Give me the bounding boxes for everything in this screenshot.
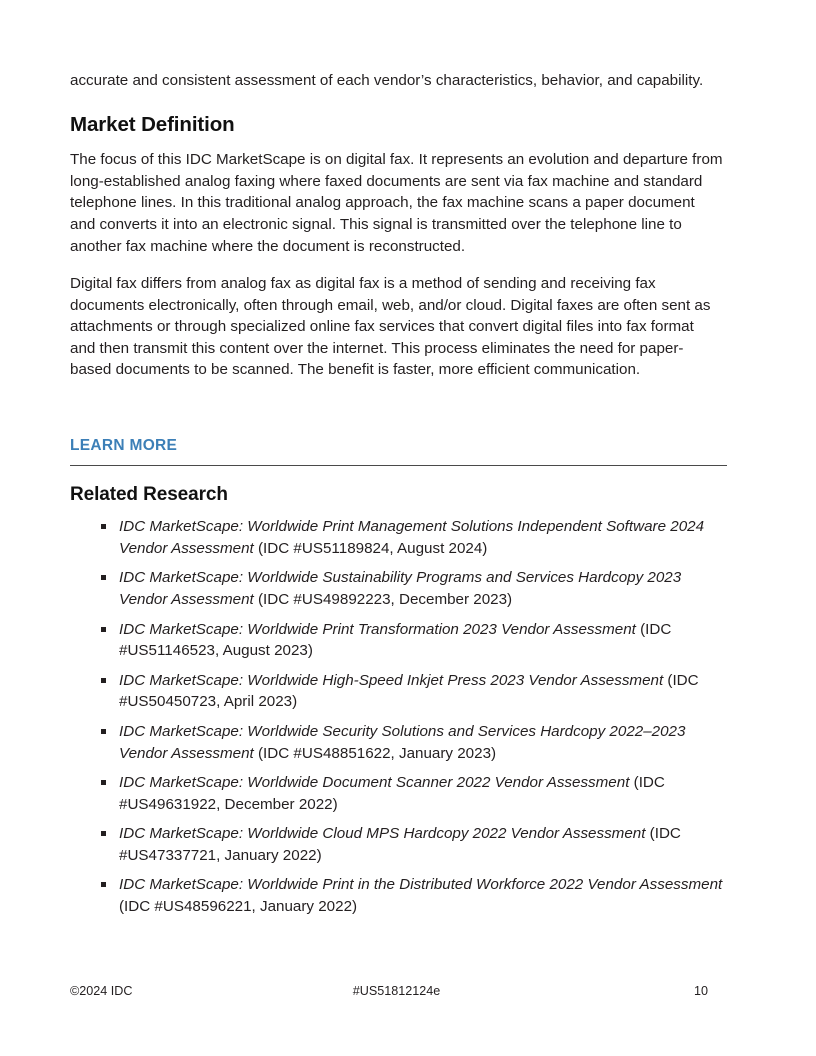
reference-title: IDC MarketScape: Worldwide High-Speed Inkjet Press 2023 Vendor Assessment	[119, 671, 664, 689]
market-definition-paragraph-2: Digital fax differs from analog fax as digital fax is a method of sending and receiving fax documents electronically, often through email, web, and/or cloud. Digital faxes are often sent as attachments or through specialized online fax services that convert digital files into fax format and then transmit this content over the internet. This process eliminates the need for paper-based documents to be scanned. The benefit is faster, more efficient communication.	[70, 275, 711, 379]
reference-title: IDC MarketScape: Worldwide Print Management Solutions Independent Software 2024 Vendor Assessment	[119, 518, 705, 557]
section-divider	[70, 465, 727, 466]
reference-meta: (IDC #US48596221, January 2022)	[119, 898, 358, 915]
list-item	[70, 670, 723, 713]
reference-meta: (IDC #US50450723, April 2023)	[119, 671, 699, 711]
footer-copyright: ©2024 IDC	[70, 984, 133, 998]
intro-paragraph: accurate and consistent assessment of each vendor’s characteristics, behavior, and capability.	[70, 72, 704, 89]
list-item	[70, 516, 723, 559]
reference-meta: (IDC #US49892223, December 2023)	[253, 591, 513, 609]
market-definition-heading: Market Definition	[70, 112, 235, 136]
related-research-heading: Related Research	[70, 483, 228, 505]
reference-title: IDC MarketScape: Worldwide Sustainability Programs and Services Hardcopy 2023 Vendor Assessment	[119, 569, 682, 609]
reference-meta: (IDC #US51189824, August 2024)	[253, 539, 488, 557]
list-item	[70, 721, 723, 764]
reference-title: IDC MarketScape: Worldwide Document Scanner 2022 Vendor Assessment	[119, 774, 630, 792]
list-item	[70, 567, 723, 610]
list-item	[70, 772, 723, 815]
reference-meta: (IDC #US48851622, January 2023)	[253, 744, 497, 762]
square-bullet-icon	[101, 627, 106, 632]
list-item	[70, 619, 723, 662]
square-bullet-icon	[101, 780, 106, 785]
footer-document-number: #US51812124e	[352, 984, 441, 998]
learn-more-section	[70, 437, 723, 918]
square-bullet-icon	[101, 831, 106, 836]
reference-meta: (IDC #US51146523, August 2023)	[119, 620, 672, 660]
reference-title: IDC MarketScape: Worldwide Cloud MPS Hardcopy 2022 Vendor Assessment	[119, 825, 646, 843]
reference-meta: (IDC #US47337721, January 2022)	[119, 825, 681, 864]
learn-more-title: LEARN MORE	[70, 436, 178, 454]
square-bullet-icon	[101, 524, 106, 529]
square-bullet-icon	[101, 575, 106, 580]
page-footer	[70, 984, 723, 1004]
list-item	[70, 823, 723, 866]
reference-title: IDC MarketScape: Worldwide Security Solutions and Services Hardcopy 2022–2023 Vendor Assessment	[119, 722, 686, 762]
reference-title: IDC MarketScape: Worldwide Print in the Distributed Workforce 2022 Vendor Assessment	[119, 876, 723, 894]
list-item	[70, 874, 723, 917]
square-bullet-icon	[101, 729, 106, 734]
square-bullet-icon	[101, 882, 106, 887]
square-bullet-icon	[101, 678, 106, 683]
related-research-list	[70, 516, 723, 917]
reference-title: IDC MarketScape: Worldwide Print Transformation 2023 Vendor Assessment	[119, 620, 636, 638]
reference-meta: (IDC #US49631922, December 2022)	[119, 774, 665, 813]
market-definition-paragraph-1: The focus of this IDC MarketScape is on digital fax. It represents an evolution and departure from long-established analog faxing where faxed documents are sent via fax machine and standard telephone lines. In this traditional analog approach, the fax machine scans a paper document and converts it into an electronic signal. This signal is transmitted over the telephone line to another fax machine where the document is reconstructed.	[70, 151, 723, 255]
footer-page-number: 10	[693, 984, 708, 998]
page-content	[70, 70, 723, 918]
